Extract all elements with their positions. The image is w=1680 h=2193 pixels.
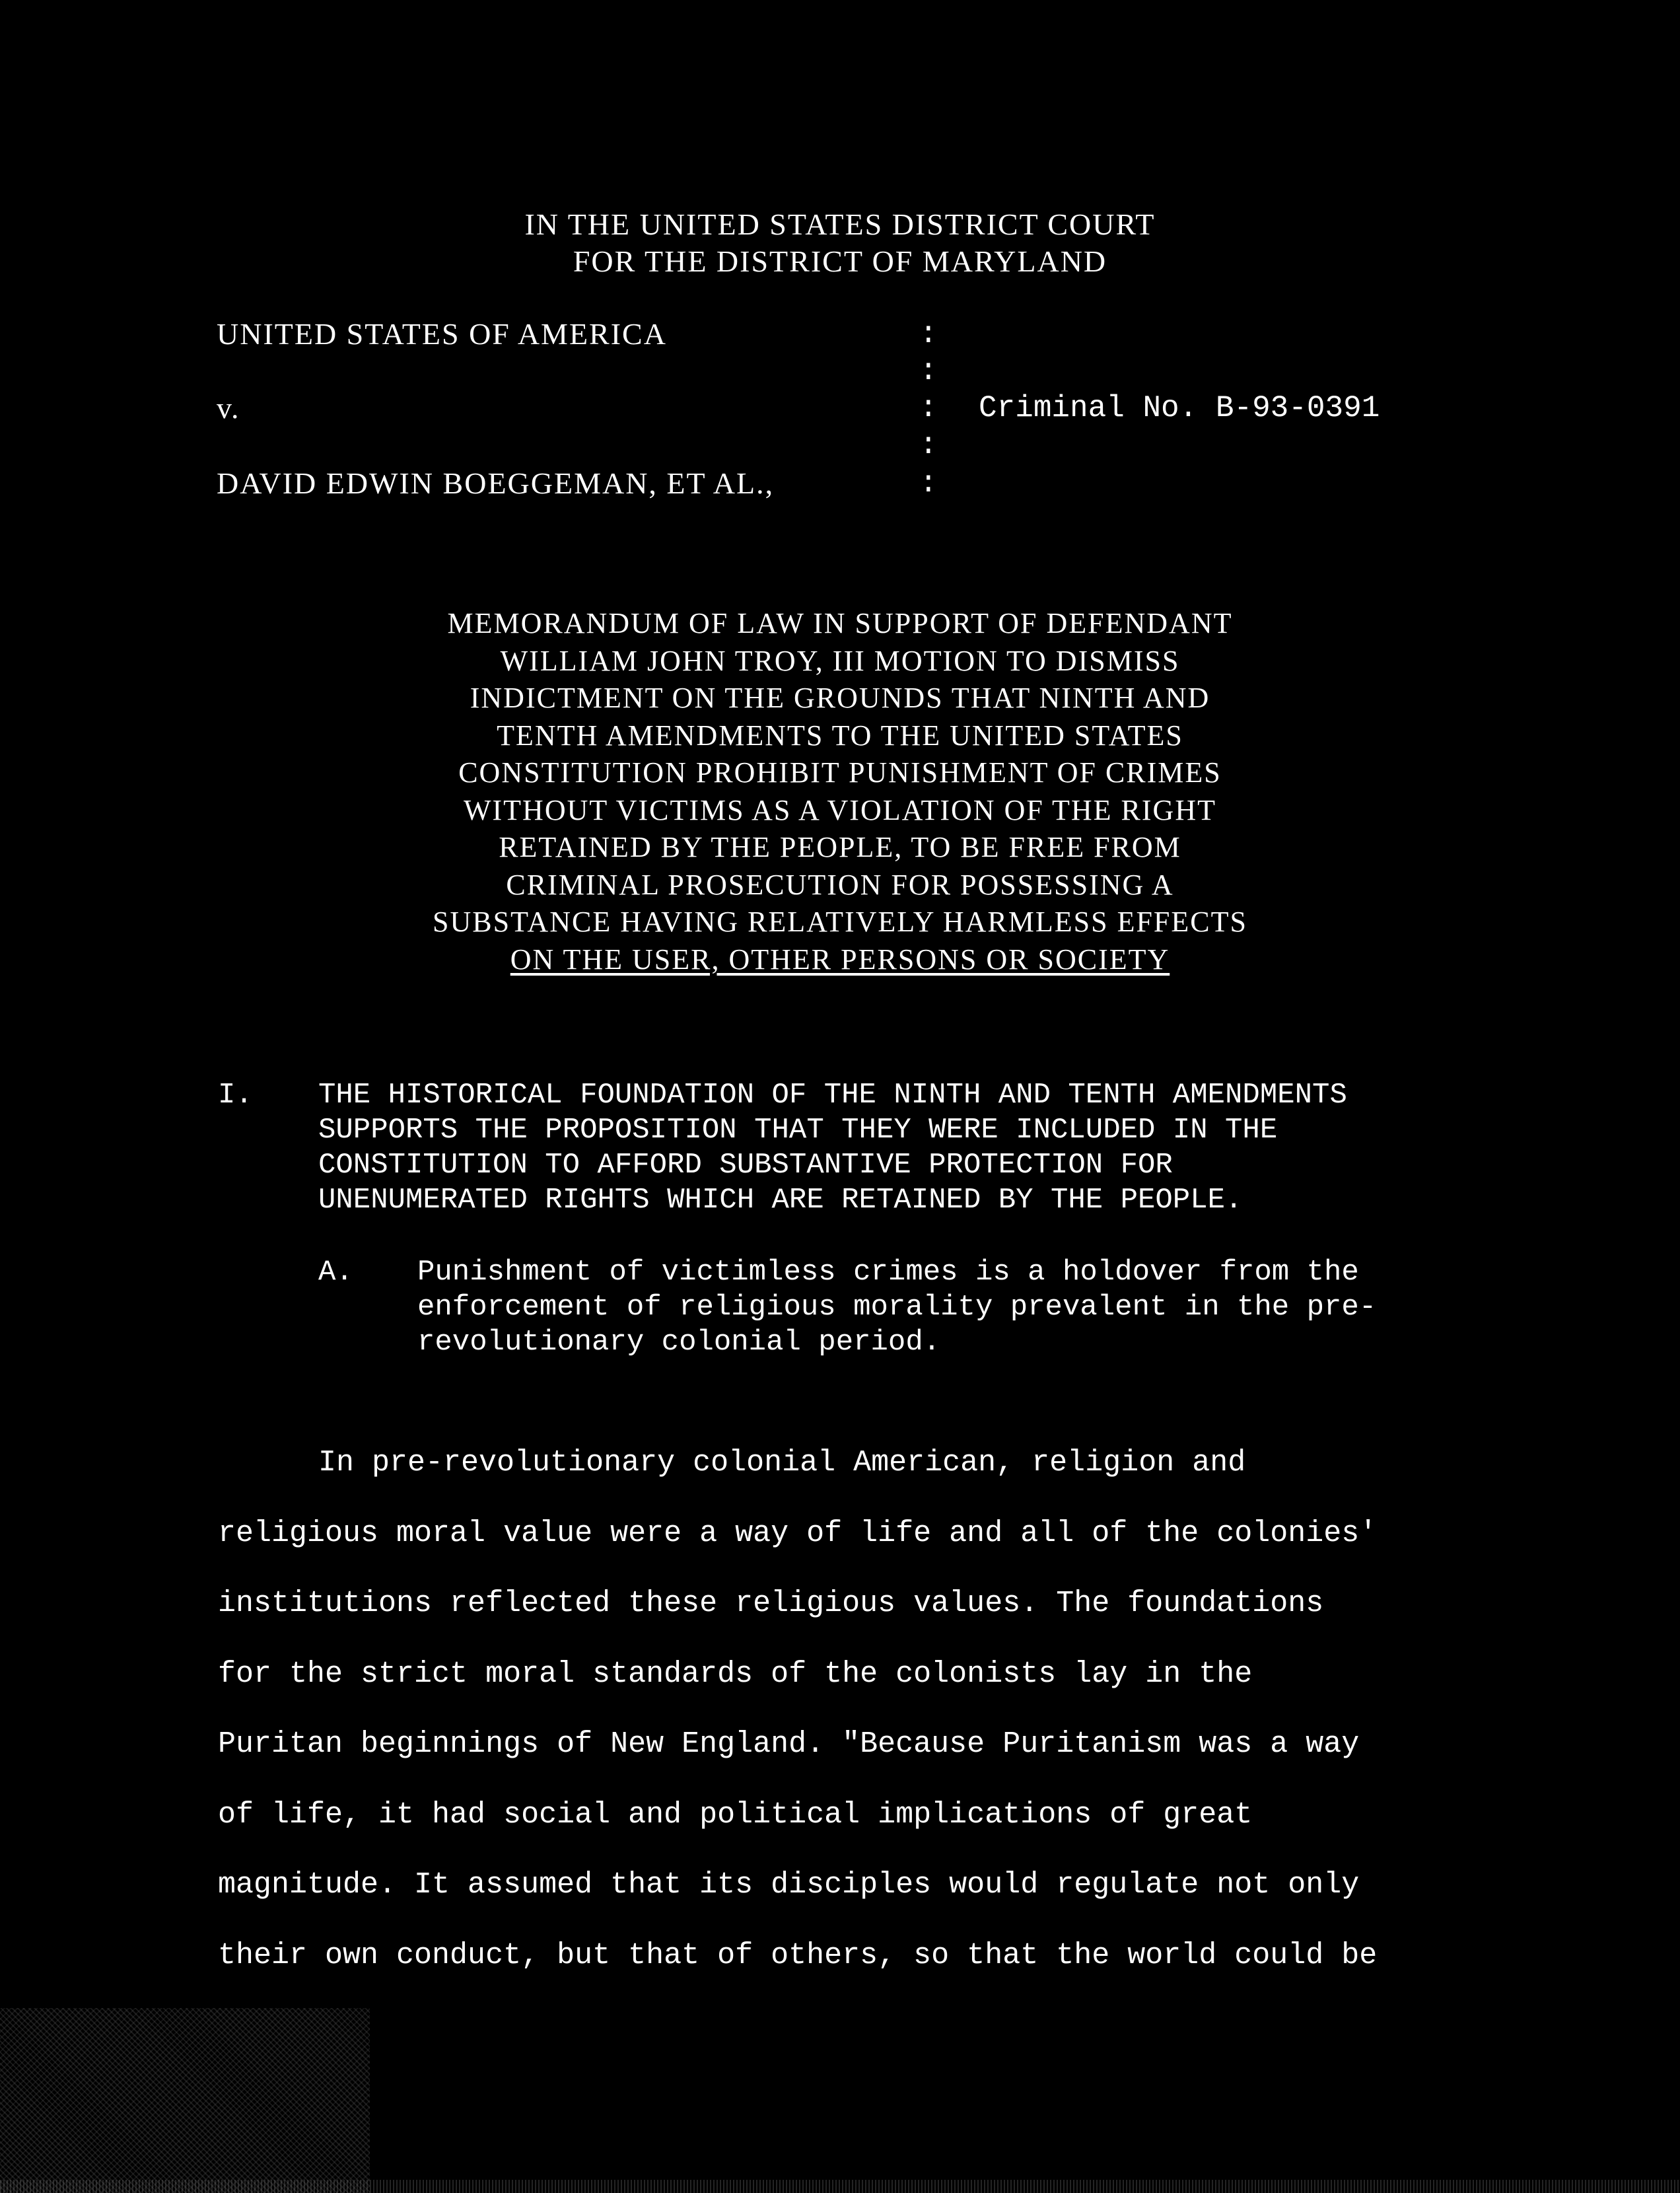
- body-line: In pre-revolutionary colonial American, religion and: [318, 1446, 1246, 1480]
- caption-colon: :: [919, 466, 938, 501]
- section-heading-line: THE HISTORICAL FOUNDATION OF THE NINTH AND TENTH AMENDMENTS: [318, 1079, 1347, 1112]
- body-line: magnitude. It assumed that its disciples would regulate not only: [218, 1868, 1360, 1902]
- caption-colon: :: [919, 428, 938, 462]
- body-line: institutions reflected these religious values. The foundations: [218, 1587, 1324, 1620]
- body-paragraph: [218, 1428, 1539, 1991]
- memo-title-line: CONSTITUTION PROHIBIT PUNISHMENT OF CRIMES: [458, 756, 1222, 789]
- caption-plaintiff: UNITED STATES OF AMERICA: [217, 317, 667, 351]
- caption-versus: v.: [217, 391, 240, 425]
- scan-artifact: [0, 2008, 370, 2193]
- memo-title-line: SUBSTANCE HAVING RELATIVELY HARMLESS EFFECTS: [433, 906, 1247, 938]
- caption-defendant: DAVID EDWIN BOEGGEMAN, ET AL.,: [217, 466, 775, 500]
- section-heading-line: UNENUMERATED RIGHTS WHICH ARE RETAINED BY THE PEOPLE.: [318, 1184, 1243, 1217]
- case-caption: [217, 316, 1537, 514]
- body-line: of life, it had social and political implications of great: [218, 1797, 1253, 1832]
- memo-title-line: INDICTMENT ON THE GROUNDS THAT NINTH AND: [470, 682, 1210, 714]
- court-heading: [0, 206, 1680, 280]
- memo-title-line: CRIMINAL PROSECUTION FOR POSSESSING A: [506, 868, 1174, 901]
- caption-colon: :: [919, 354, 938, 388]
- subsection-heading-text: [417, 1255, 1376, 1360]
- court-name-line: IN THE UNITED STATES DISTRICT COURT: [524, 207, 1156, 241]
- memorandum-title: [0, 605, 1680, 978]
- scan-edge-artifact: [0, 2180, 1680, 2193]
- body-line: Puritan beginnings of New England. "Because Puritanism was a way: [218, 1727, 1360, 1761]
- body-line: for the strict moral standards of the colonists lay in the: [218, 1657, 1253, 1691]
- court-district-line: FOR THE DISTRICT OF MARYLAND: [573, 244, 1107, 278]
- subsection-heading-line: revolutionary colonial period.: [417, 1326, 941, 1359]
- section-heading-line: CONSTITUTION TO AFFORD SUBSTANTIVE PROTECTION FOR: [318, 1149, 1173, 1182]
- caption-colon: :: [919, 317, 938, 351]
- body-line: their own conduct, but that of others, so that the world could be: [218, 1938, 1378, 1972]
- subsection-heading-line: Punishment of victimless crimes is a holdover from the: [417, 1256, 1359, 1289]
- memo-title-line-underlined: [0, 941, 1680, 979]
- memo-title-last-line: ON THE USER, OTHER PERSONS OR SOCIETY: [510, 943, 1170, 976]
- memo-title-line: WILLIAM JOHN TROY, III MOTION TO DISMISS: [500, 644, 1180, 677]
- memo-title-line: WITHOUT VICTIMS AS A VIOLATION OF THE RIGHT: [464, 793, 1216, 826]
- memo-title-line: RETAINED BY THE PEOPLE, TO BE FREE FROM: [499, 831, 1181, 863]
- case-number: Criminal No. B-93-0391: [979, 391, 1380, 425]
- body-line: religious moral value were a way of life and all of the colonies': [218, 1516, 1378, 1550]
- subsection-heading-line: enforcement of religious morality prevalent in the pre-: [417, 1291, 1377, 1324]
- section-heading-text: [318, 1078, 1347, 1218]
- section-number: I.: [218, 1079, 253, 1112]
- memo-title-line: TENTH AMENDMENTS TO THE UNITED STATES: [497, 719, 1183, 752]
- memo-title-line: MEMORANDUM OF LAW IN SUPPORT OF DEFENDANT: [447, 607, 1233, 639]
- section-heading-line: SUPPORTS THE PROPOSITION THAT THEY WERE INCLUDED IN THE: [318, 1114, 1278, 1147]
- subsection-number: A.: [318, 1256, 353, 1289]
- caption-colon: :: [919, 391, 938, 425]
